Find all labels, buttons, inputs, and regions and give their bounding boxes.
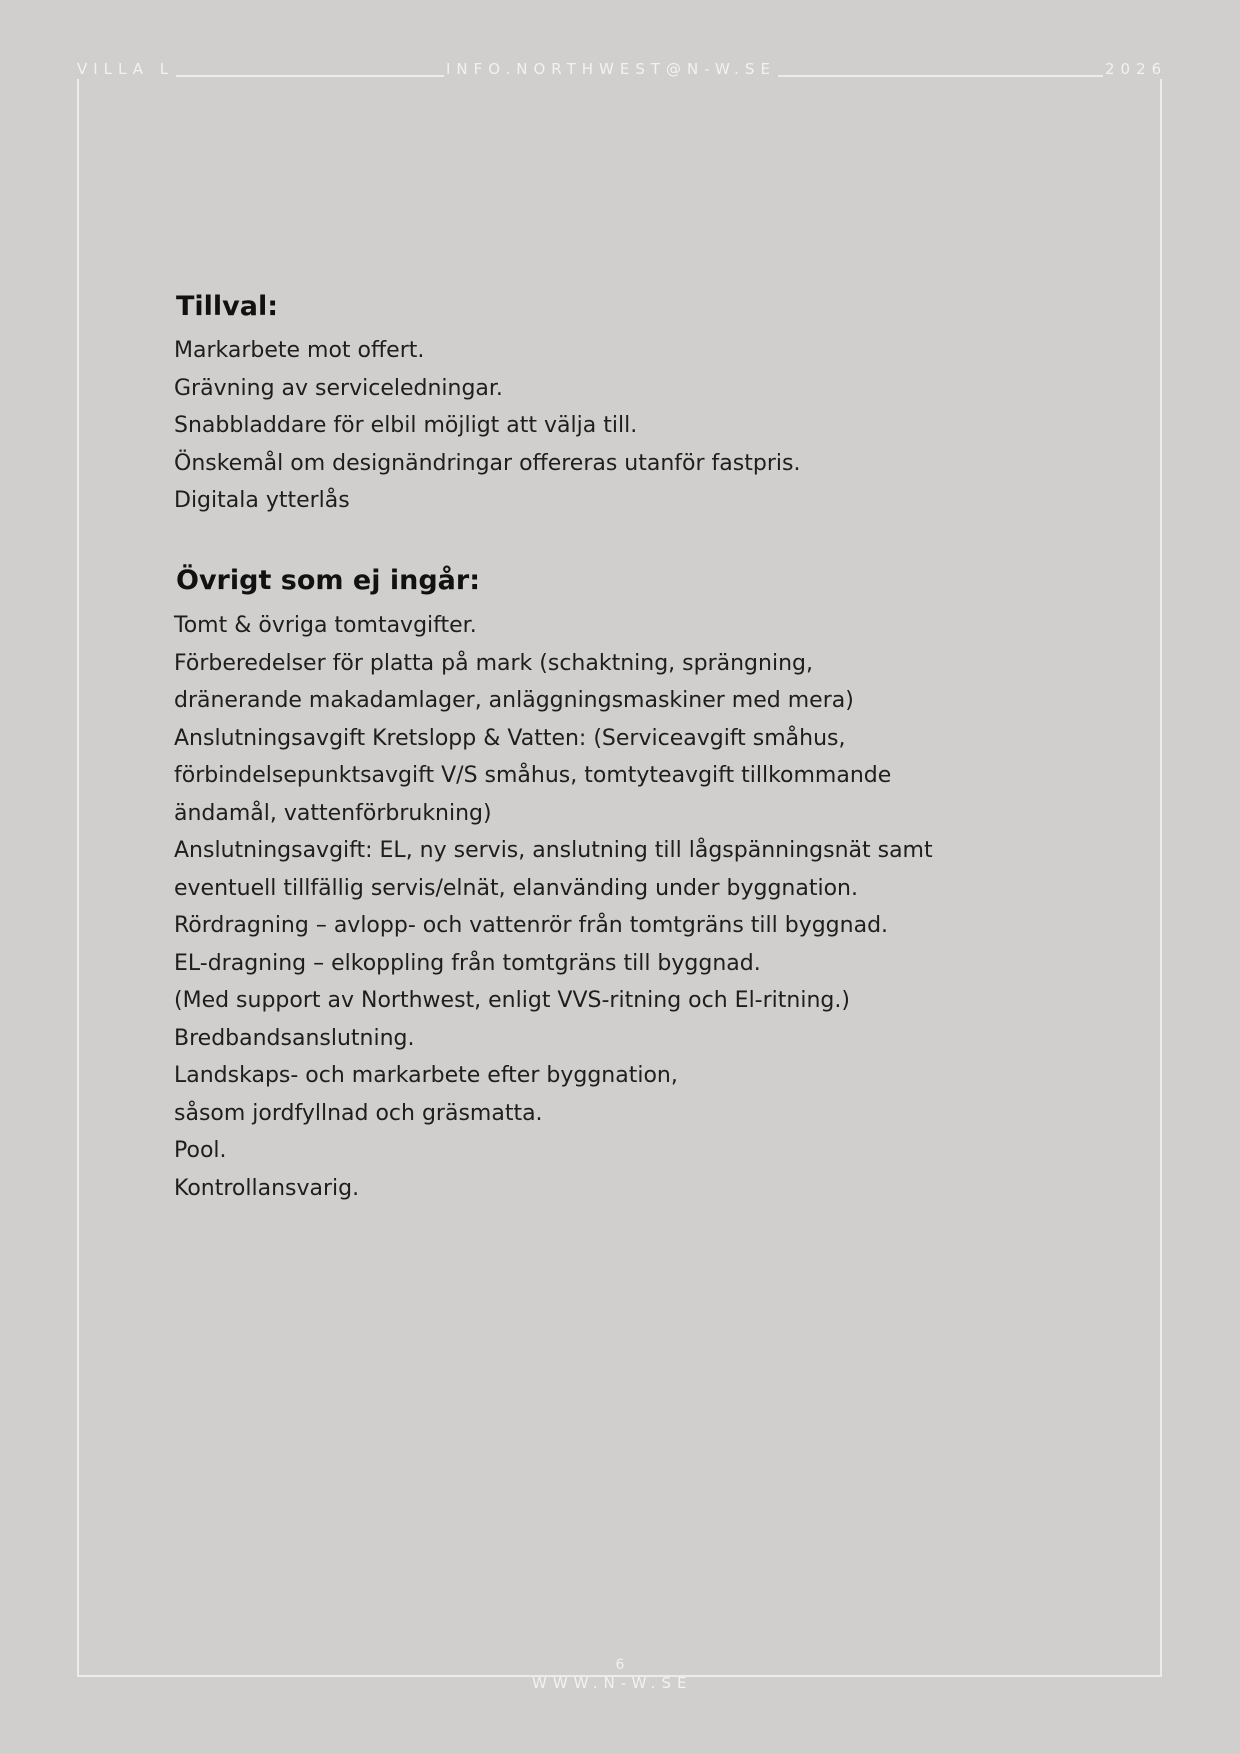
list-item: Pool.: [174, 1138, 227, 1163]
list-item: eventuell tillfällig servis/elnät, elanvänding under byggnation.: [174, 875, 858, 901]
list-item: Förberedelser för platta på mark (schaktning, sprängning,: [174, 650, 813, 676]
tillval-list: [174, 332, 800, 520]
section-heading-tillval: Tillval:: [176, 291, 279, 322]
footer-website: WWW.N-W.SE: [532, 1674, 693, 1692]
list-item: Digitala ytterlås: [174, 488, 350, 513]
section-heading-ovrigt: Övrigt som ej ingår:: [176, 565, 481, 596]
page-number: 6: [615, 1657, 625, 1673]
list-item: Bredbandsanslutning.: [174, 1025, 415, 1051]
header-year: 2026: [1105, 60, 1168, 78]
list-item: Snabbladdare för elbil möjligt att välja till.: [174, 413, 638, 438]
list-item: Grävning av serviceledningar.: [174, 375, 503, 401]
list-item: Markarbete mot offert.: [174, 338, 425, 363]
list-item: Anslutningsavgift Kretslopp & Vatten: (Serviceavgift småhus,: [174, 725, 846, 751]
list-item: EL-dragning – elkoppling från tomtgräns till byggnad.: [174, 950, 761, 976]
header-project-name: VILLA L: [77, 60, 175, 78]
header-email: INFO.NORTHWEST@N-W.SE: [446, 60, 776, 78]
list-item: Kontrollansvarig.: [174, 1175, 360, 1201]
list-item: Landskaps- och markarbete efter byggnation,: [174, 1063, 678, 1088]
list-item: dränerande makadamlager, anläggningsmaskiner med mera): [174, 688, 854, 713]
list-item: Tomt & övriga tomtavgifter.: [174, 613, 477, 638]
list-item: (Med support av Northwest, enligt VVS-ritning och El-ritning.): [174, 988, 850, 1013]
list-item: ändamål, vattenförbrukning): [174, 800, 492, 826]
list-item: förbindelsepunktsavgift V/S småhus, tomtyteavgift tillkommande: [174, 763, 892, 788]
ovrigt-list: [174, 607, 933, 1207]
list-item: Önskemål om designändringar offereras utanför fastpris.: [174, 450, 801, 476]
list-item: såsom jordfyllnad och gräsmatta.: [174, 1100, 543, 1126]
list-item: Anslutningsavgift: EL, ny servis, anslutning till lågspänningsnät samt: [174, 838, 933, 863]
list-item: Rördragning – avlopp- och vattenrör från tomtgräns till byggnad.: [174, 913, 889, 938]
